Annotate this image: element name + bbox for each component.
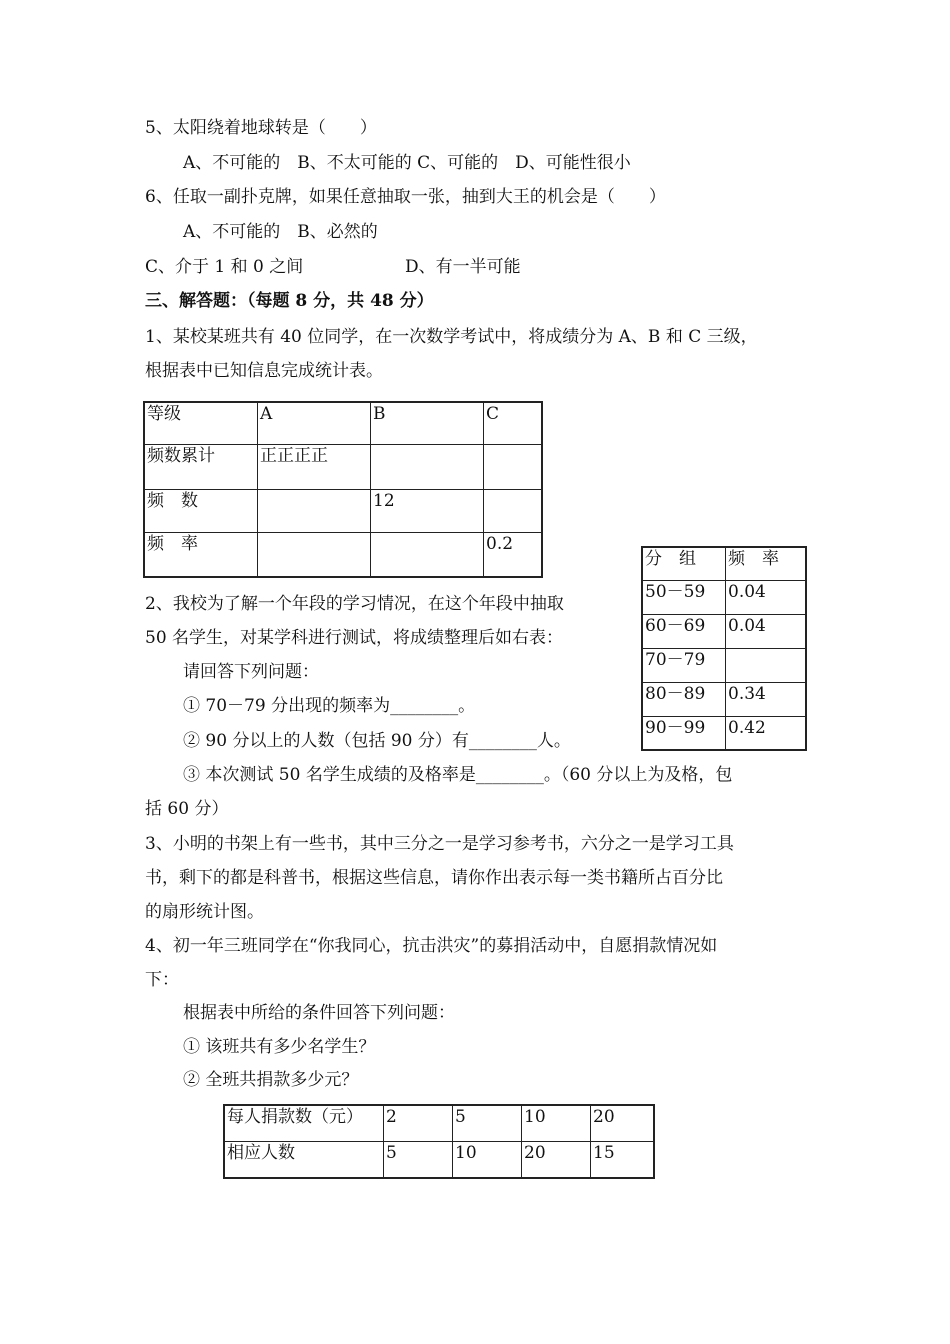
p2-question-1: ① 70－79 分出现的频率为________。 [183,696,476,716]
p3-line2: 书，剩下的都是科普书，根据这些信息，请你作出表示每一类书籍所占百分比 [145,868,723,888]
table-cell: 5 [453,1105,522,1141]
table-cell: 80－89 [642,682,726,716]
q5-stem: 5、太阳绕着地球转是（ ） [145,118,377,138]
p1-line2: 根据表中已知信息完成统计表。 [145,361,383,381]
table-cell: 60－69 [642,614,726,648]
table-cell: 12 [371,489,484,532]
table-cell: A [258,402,371,444]
table-cell: 相应人数 [224,1141,384,1178]
p3-line3: 的扇形统计图。 [145,902,264,922]
table-cell: 90－99 [642,716,726,750]
table-row [144,489,542,532]
table-row [144,402,542,444]
q6-options-ab: A、不可能的 B、必然的 [183,222,378,242]
table-cell: 5 [384,1141,453,1178]
p2-line1: 2、我校为了解一个年段的学习情况，在这个年段中抽取 [145,594,564,614]
q6-option-d: D、有一半可能 [405,257,521,277]
table-cell: 0.04 [726,580,807,614]
table-cell [371,444,484,489]
p2-prompt: 请回答下列问题： [183,662,319,682]
table-cell: 2 [384,1105,453,1141]
q6-stem: 6、任取一副扑克牌，如果任意抽取一张，抽到大王的机会是（ ） [145,187,666,207]
table-cell: 20 [591,1105,655,1141]
table-cell: 每人捐款数（元） [224,1105,384,1141]
table-row [144,444,542,489]
table-cell [258,489,371,532]
table-row [642,547,806,580]
table-cell [258,532,371,577]
p2-question-3-line1: ③ 本次测试 50 名学生成绩的及格率是________。（60 分以上为及格，包 [183,765,733,785]
p4-line1: 4、初一年三班同学在“你我同心，抗击洪灾”的募捐活动中，自愿捐款情况如 [145,936,718,956]
table-cell [484,489,543,532]
table-cell: 70－79 [642,648,726,682]
table-row [642,682,806,716]
table-cell: 分 组 [642,547,726,580]
table-cell [484,444,543,489]
p4-line2: 下： [145,970,179,990]
table-cell: 0.42 [726,716,807,750]
table-cell: C [484,402,543,444]
donation-table [223,1104,655,1179]
p2-line2: 50 名学生，对某学科进行测试，将成绩整理后如右表： [145,628,564,648]
q5-options: A、不可能的 B、不太可能的 C、可能的 D、可能性很小 [183,153,631,173]
table-row [642,614,806,648]
table-cell: 10 [522,1105,591,1141]
table-cell: 等级 [144,402,258,444]
table-cell: 15 [591,1141,655,1178]
table-row [642,580,806,614]
section-heading: 三、解答题：（每题 8 分，共 48 分） [145,291,434,311]
p1-line1: 1、某校某班共有 40 位同学，在一次数学考试中，将成绩分为 A、B 和 C 三级， [145,327,758,347]
table-cell: 10 [453,1141,522,1178]
score-frequency-table [641,546,807,751]
table-cell: 0.2 [484,532,543,577]
table-cell: 频数累计 [144,444,258,489]
table-cell: 20 [522,1141,591,1178]
table-cell [371,532,484,577]
p2-question-3-line2: 括 60 分） [145,799,229,819]
table-cell [726,648,807,682]
table-row [144,532,542,577]
table-row [224,1105,654,1141]
table-cell: 0.04 [726,614,807,648]
table-cell: 0.34 [726,682,807,716]
table-cell: 频 数 [144,489,258,532]
p3-line1: 3、小明的书架上有一些书，其中三分之一是学习参考书，六分之一是学习工具 [145,834,734,854]
table-row [642,648,806,682]
p2-question-2: ② 90 分以上的人数（包括 90 分）有________人。 [183,731,571,751]
table-row [642,716,806,750]
table-cell: 50－59 [642,580,726,614]
table-cell: 频 率 [726,547,807,580]
p4-question-2: ② 全班共捐款多少元？ [183,1070,359,1090]
p4-prompt: 根据表中所给的条件回答下列问题： [183,1003,455,1023]
table-row [224,1141,654,1178]
table-cell: B [371,402,484,444]
p4-question-1: ① 该班共有多少名学生？ [183,1037,376,1057]
grade-table [143,401,543,578]
q6-option-c: C、介于 1 和 0 之间 [145,257,304,277]
table-cell: 频 率 [144,532,258,577]
table-cell: 正正正正 [258,444,371,489]
